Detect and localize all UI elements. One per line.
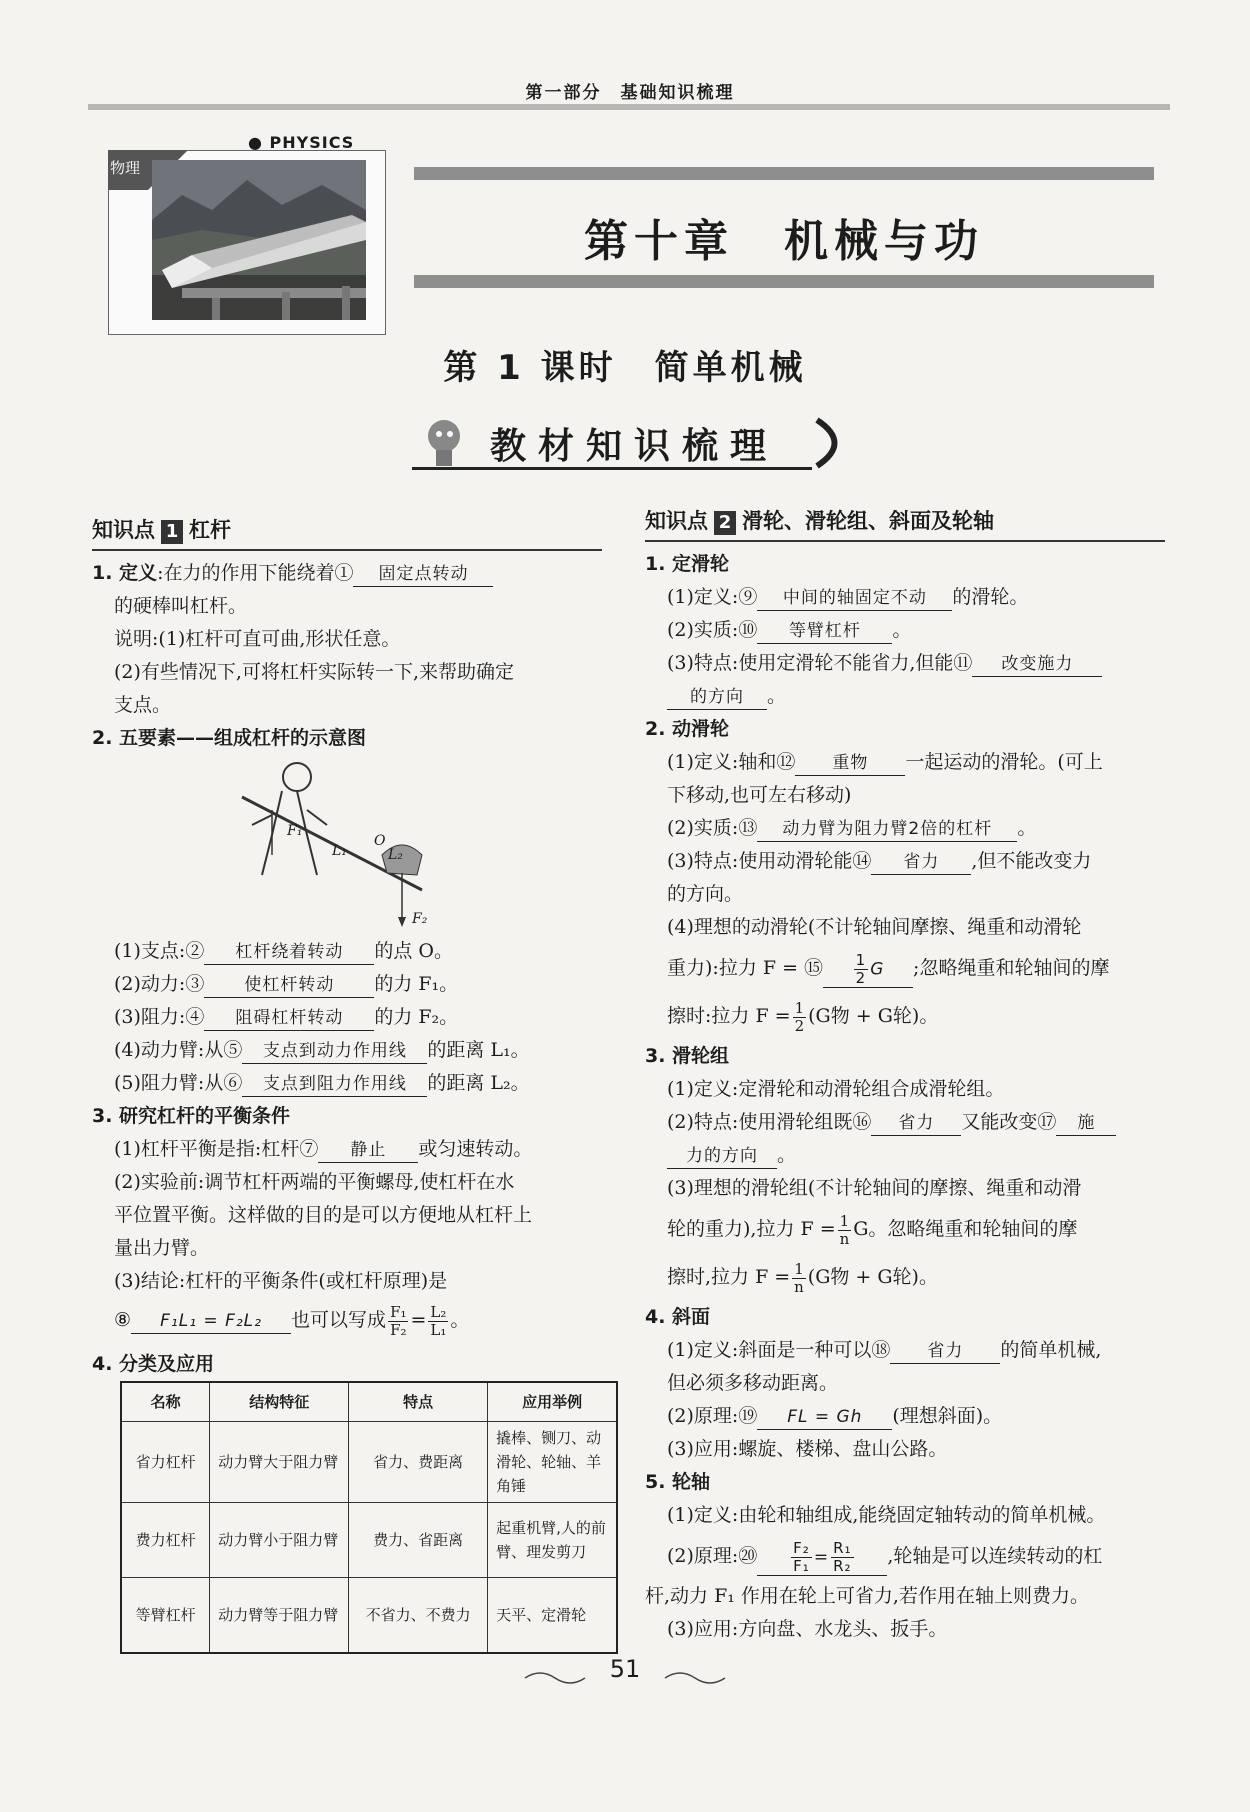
header-rule	[88, 104, 1170, 110]
table-cell: 省力杠杆	[121, 1422, 210, 1503]
lesson-title: 第 1 课时 简单机械	[443, 348, 807, 388]
blank-13: 动力臂为阻力臂2倍的杠杆	[757, 817, 1017, 842]
running-header: 第一部分 基础知识梳理	[525, 83, 735, 103]
knowledge-point-1-heading: 知识点 1 杠杆	[92, 514, 602, 551]
page-number: 51	[609, 1655, 641, 1683]
table-row	[121, 1578, 617, 1654]
left-column: 知识点 1 杠杆 1. 定义:在力的作用下能绕着① 固定点转动 的硬棒叫杠杆。 说明:(1)杠杆可直可曲,形状任意。 (2)有些情况下,可将杠杆实际转一下,来帮助确定 支点。 2. 五要素——组成杠杆的示意图 F₁ L₁ O L₂ F₂ (1)支点:② 杠杆绕着转动 的点 O。 (2)动力:③ 使杠杆转动 的力 F₁。 (3)阻力:④ 阻碍杠杆转动 的力 F₂。 (4)动力臂:从⑤ 支点到动力作用线 的距离 L₁。 (5)阻力臂:从⑥ 支点到阻力作用线 的距离 L₂。 3. 研究杠杆的平衡条件 (1)杠杆平衡是指:杠杆⑦ 静止 或匀速转动。 (2)实验前:调节杠杆两端的平衡螺母,使杠杆在水 平位置平衡。这样做的目的是可以方便地从杠杆上 量出力臂。 (3)结论:杠杆的平衡条件(或杠杆原理)是 ⑧ F₁L₁ = F₂L₂ 也可以写成 $\frac{\text{F₁}}{\text{F₂}}$ = $\frac{\text{L₂}}{\text{L₁}}$ 。 4. 分类及应用 名称 结构特征 特点 应用举例 省力杠杆 动力臂大于阻力臂 省力、费距离 撬棒、铡刀、动滑轮、轮轴、羊角锤 费力杠杆 动力臂小于阻力臂 费力、省距离 起重机臂,人的前臂、理发剪刀 等臂杠杆 动力臂等于阻力臂 不省力、不费力 天平、定滑轮	[92, 514, 602, 1654]
blank-16: 省力	[871, 1111, 961, 1136]
table-cell: 撬棒、铡刀、动滑轮、轮轴、羊角锤	[488, 1422, 617, 1503]
subject-english: ● PHYSICS	[248, 133, 355, 152]
blank-17: 施	[1056, 1111, 1116, 1136]
blank-20: $\frac{\text{F₂}}{\text{F₁}}$ = $\frac{\text{R₁}}{\text{R₂}}$	[757, 1540, 887, 1576]
blank-15: $\frac{1}{2}$ G	[823, 952, 913, 988]
section-banner-title: 教材知识梳理	[490, 425, 779, 467]
blank-5: 支点到动力作用线	[242, 1039, 427, 1064]
table-header-cell: 结构特征	[210, 1382, 349, 1422]
fraction-l: $\frac{\text{L₂}}{\text{L₁}}$	[430, 1302, 447, 1339]
blank-12: 重物	[795, 751, 905, 776]
table-cell: 不省力、不费力	[349, 1578, 488, 1654]
knowledge-point-2-heading: 知识点 2 滑轮、滑轮组、斜面及轮轴	[645, 505, 1165, 542]
blank-14: 省力	[871, 850, 971, 875]
blank-3: 使杠杆转动	[204, 973, 374, 998]
table-cell: 天平、定滑轮	[488, 1578, 617, 1654]
blank-2: 杠杆绕着转动	[204, 940, 374, 965]
table-header-cell: 特点	[349, 1382, 488, 1422]
table-cell: 动力臂小于阻力臂	[210, 1503, 349, 1578]
table-header-cell: 应用举例	[488, 1382, 617, 1422]
table-cell: 等臂杠杆	[121, 1578, 210, 1654]
blank-8: F₁L₁ = F₂L₂	[131, 1309, 291, 1334]
chapter-band-bottom	[414, 275, 1154, 288]
blank-11: 改变施力	[972, 652, 1102, 677]
label-l2: L₂	[388, 847, 403, 863]
maglev-train-photo	[152, 160, 366, 320]
blank-6: 支点到阻力作用线	[242, 1072, 427, 1097]
chapter-band-top	[414, 167, 1154, 180]
lever-classification-table	[120, 1381, 618, 1654]
subject-tag: 物理	[110, 159, 141, 177]
label-o: O	[374, 833, 386, 849]
fraction-f: $\frac{\text{F₁}}{\text{F₂}}$	[390, 1302, 407, 1339]
blank-10: 等臂杠杆	[757, 619, 892, 644]
blank-4: 阻碍杠杆转动	[204, 1006, 374, 1031]
label-f2: F₂	[412, 911, 428, 927]
table-cell: 起重机臂,人的前臂、理发剪刀	[488, 1503, 617, 1578]
label-f1: F₁	[287, 823, 303, 839]
blank-9: 中间的轴固定不动	[757, 586, 952, 611]
blank-7: 静止	[318, 1138, 418, 1163]
blank-19: FL = Gh	[757, 1405, 892, 1430]
table-cell: 费力、省距离	[349, 1503, 488, 1578]
blank-1: 固定点转动	[353, 562, 493, 587]
table-header-cell: 名称	[121, 1382, 210, 1422]
table-cell: 费力杠杆	[121, 1503, 210, 1578]
table-cell: 动力臂大于阻力臂	[210, 1422, 349, 1503]
table-row	[121, 1503, 617, 1578]
blank-18: 省力	[890, 1339, 1000, 1364]
label-l1: L₁	[332, 843, 347, 859]
table-cell: 省力、费距离	[349, 1422, 488, 1503]
right-column: 知识点 2 滑轮、滑轮组、斜面及轮轴 1. 定滑轮 (1)定义:⑨ 中间的轴固定不动 的滑轮。 (2)实质:⑩ 等臂杠杆 。 (3)特点:使用定滑轮不能省力,但能⑪ 改变施力 的方向 。 2. 动滑轮 (1)定义:轴和⑫ 重物 一起运动的滑轮。(可上 下移动,也可左右移动) (2)实质:⑬ 动力臂为阻力臂2倍的杠杆 。 (3)特点:使用动滑轮能⑭ 省力 ,但不能改变力 的方向。 (4)理想的动滑轮(不计轮轴间摩擦、绳重和动滑轮 重力):拉力 F = ⑮ $\frac{1}{2}$ G ;忽略绳重和轮轴间的摩 擦时:拉力 F = $\frac{1}{2}$ (G物 + G轮)。 3. 滑轮组 (1)定义:定滑轮和动滑轮组合成滑轮组。 (2)特点:使用滑轮组既⑯ 省力 又能改变⑰ 施 力的方向 。 (3)理想的滑轮组(不计轮轴间的摩擦、绳重和动滑 轮的重力),拉力 F = $\frac{1}{n}$ G。忽略绳重和轮轴间的摩 擦时,拉力 F = $\frac{1}{n}$ (G物 + G轮)。 4. 斜面 (1)定义:斜面是一种可以⑱ 省力 的简单机械, 但必须多移动距离。 (2)原理:⑲ FL = Gh (理想斜面)。 (3)应用:螺旋、楼梯、盘山公路。 5. 轮轴 (1)定义:由轮和轴组成,能绕固定轴转动的简单机械。 (2)原理:⑳ $\frac{\text{F₂}}{\text{F₁}}$ = $\frac{\text{R₁}}{\text{R₂}}$ ,轮轴是可以连续转动的杠 杆,动力 F₁ 作用在轮上可省力,若作用在轴上则费力。 (3)应用:方向盘、水龙头、扳手。	[645, 505, 1165, 1646]
table-row	[121, 1422, 617, 1503]
lever-figure	[92, 755, 602, 935]
chapter-title: 第十章 机械与功	[584, 216, 984, 267]
table-cell: 动力臂等于阻力臂	[210, 1578, 349, 1654]
